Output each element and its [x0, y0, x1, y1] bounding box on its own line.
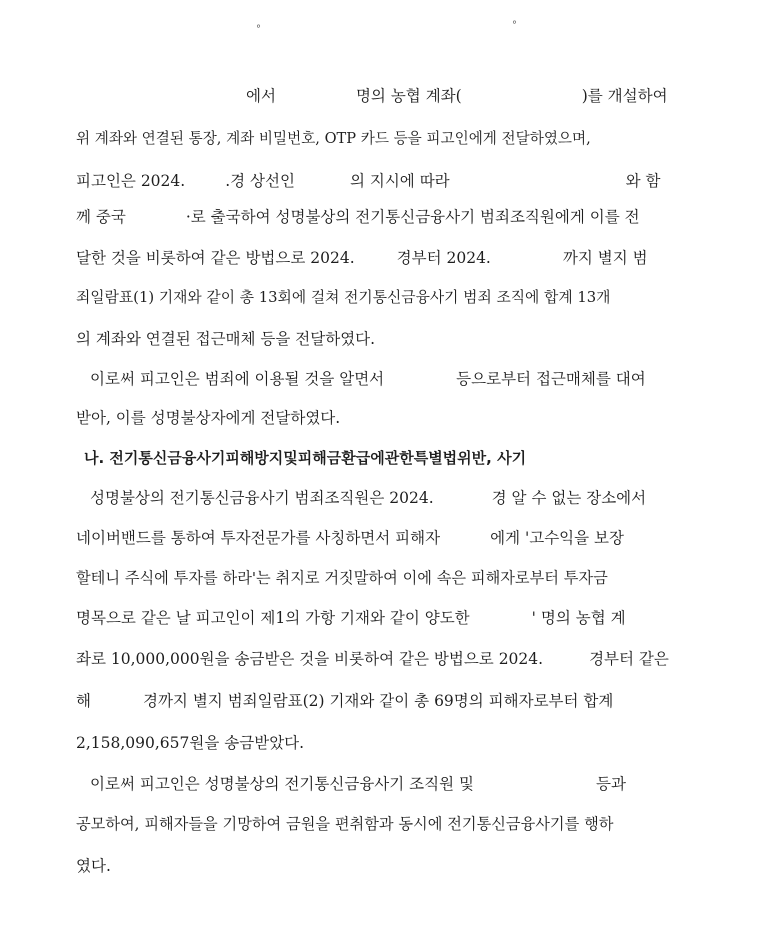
text-line: 받아, 이를 성명불상자에게 전달하였다. [76, 409, 341, 427]
text-line: 할테니 주식에 투자를 하라'는 취지로 거짓말하여 이에 속은 피해자로부터 투자금 [76, 569, 608, 587]
text-line: 달한 것을 비롯하여 같은 방법으로 2024. 경부터 2024. 까지 별지 범 [76, 249, 648, 267]
text-line: 이로써 피고인은 성명불상의 전기통신금융사기 조직원 및 등과 [90, 775, 626, 793]
text-line: 이로써 피고인은 범죄에 이용될 것을 알면서 등으로부터 접근매체를 대여 [90, 370, 646, 388]
text-line: 였다. [76, 857, 111, 875]
scan-mark-left: ° [256, 24, 261, 35]
text-line: 2,158,090,657원을 송금받았다. [76, 734, 305, 752]
text-line: 께 중국 ·로 출국하여 성명불상의 전기통신금융사기 범죄조직원에게 이를 전 [76, 208, 640, 226]
text-line: 죄일람표(1) 기재와 같이 총 13회에 걸쳐 전기통신금융사기 범죄 조직에 합계 13개 [76, 289, 611, 306]
section-heading: 나. 전기통신금융사기피해방지및피해금환급에관한특별법위반, 사기 [84, 449, 527, 467]
scan-mark-right: ° [512, 20, 517, 31]
text-line: 해 경까지 별지 범죄일람표(2) 기재와 같이 총 69명의 피해자로부터 합계 [76, 692, 614, 710]
text-line: 공모하여, 피해자들을 기망하여 금원을 편취함과 동시에 전기통신금융사기를 행하 [76, 815, 614, 833]
text-line: 네이버밴드를 통하여 투자전문가를 사칭하면서 피해자 에게 '고수익을 보장 [76, 529, 624, 547]
text-line: 위 계좌와 연결된 통장, 계좌 비밀번호, OTP 카드 등을 피고인에게 전달하였으며, [76, 130, 591, 147]
text-line: 피고인은 2024. .경 상선인 의 지시에 따라 와 함 [76, 172, 661, 190]
text-line: 성명불상의 전기통신금융사기 범죄조직원은 2024. 경 알 수 없는 장소에서 [90, 489, 647, 507]
text-line: 명목으로 같은 날 피고인이 제1의 가항 기재와 같이 양도한 ' 명의 농협 계 [76, 609, 626, 627]
text-line: 좌로 10,000,000원을 송금받은 것을 비롯하여 같은 방법으로 2024. 경부터 같은 [76, 650, 669, 668]
text-line: 의 계좌와 연결된 접근매체 등을 전달하였다. [76, 330, 376, 348]
text-line: 에서 명의 농협 계좌( )를 개설하여 [246, 87, 668, 105]
